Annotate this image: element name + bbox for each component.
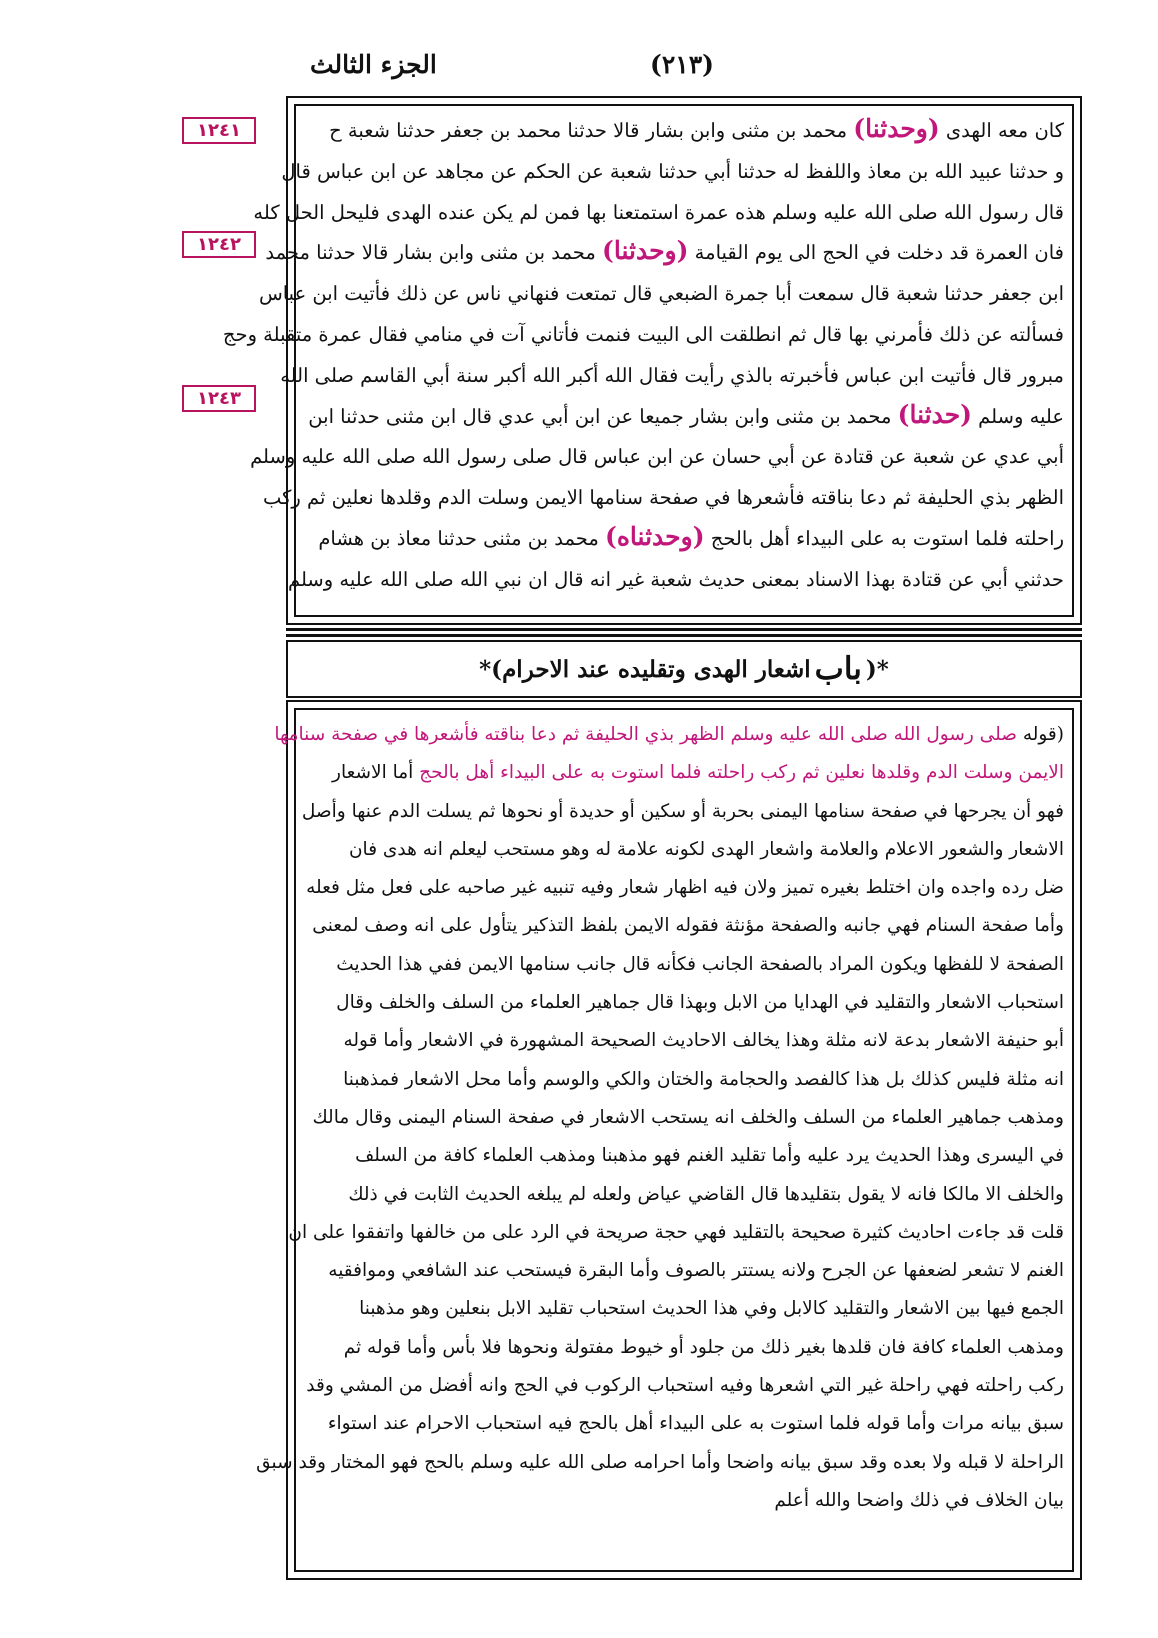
text-segment: عليه وسلم — [971, 404, 1064, 428]
text-line — [306, 518, 1064, 559]
text-line — [222, 314, 1064, 355]
chapter-title-open: *( — [865, 655, 889, 683]
text-segment: أبو حنيفة الاشعار بدعة لانه مثلة وهذا يخالف الاحاديث الصحيحة المشهورة في الاشعار وأما قوله — [343, 1030, 1064, 1052]
running-header-part: الجزء الثالث — [310, 50, 437, 79]
text-segment: الجمع فيها بين الاشعار والتقليد كالابل وفي هذا الحديث استحباب تقليد الابل بنعلين وهو مذهبنا — [359, 1298, 1064, 1320]
page-number: (٢١٣) — [650, 50, 714, 79]
text-line — [250, 436, 1064, 477]
text-line — [306, 984, 1064, 1022]
text-segment: فسألته عن ذلك فأمرني بها قال ثم انطلقت الى البيت فنمت فأتاني آت في منامي فقال عمرة متقبلة وحج — [222, 322, 1064, 346]
text-segment: ومذهب العلماء كافة فان قلدها بغير ذلك من جلود أو خيوط مفتولة ونحوها فلا بأس وأما قوله ثم — [343, 1336, 1064, 1358]
text-segment: ركب راحلته فهي راحلة غير التي اشعرها وفيه استحباب الركوب في الحج وانه أفضل من المشي وقد — [306, 1375, 1064, 1397]
text-segment: ابن جعفر حدثنا شعبة قال سمعت أبا جمرة الضبعي قال تمتعت فنهاني ناس عن ذلك فأتيت ابن عباس — [258, 282, 1064, 306]
double-rule-top — [286, 628, 1082, 631]
text-line — [306, 396, 1064, 437]
text-segment: بيان الخلاف في ذلك واضحا والله أعلم — [774, 1489, 1064, 1511]
text-segment: في اليسرى وهذا الحديث يرد عليه وأما تقليد الغنم فهو مذهبنا ومذهب العلماء كافة من السلف — [355, 1145, 1064, 1167]
text-line — [306, 110, 1064, 151]
narration-marker: (وحدثنا) — [602, 236, 689, 266]
text-line — [256, 1444, 1064, 1482]
text-line — [306, 831, 1064, 869]
text-line — [306, 1099, 1064, 1137]
text-line — [306, 1367, 1064, 1405]
text-line — [306, 1252, 1064, 1290]
text-line — [306, 1482, 1064, 1520]
text-segment: سبق بيانه مرات وأما قوله فلما استوت به على البيداء أهل بالحج فيه استحباب الاحرام عند استواء — [327, 1413, 1064, 1435]
chapter-title-rest: اشعار الهدى وتقليده عند الاحرام)* — [479, 655, 811, 683]
text-segment: الظهر بذي الحليفة ثم دعا بناقته فأشعرها في صفحة سنامها الايمن وسلت الدم وقلدها نعلين ثم ركب — [263, 486, 1064, 510]
chapter-title-word: باب — [814, 651, 862, 687]
text-line — [306, 1137, 1064, 1175]
text-line — [306, 946, 1064, 984]
text-line — [287, 559, 1064, 600]
text-line — [288, 1214, 1064, 1252]
double-rule-bottom — [286, 634, 1082, 637]
quoted-matn: صلى رسول الله صلى الله عليه وسلم الظهر بذي الحليفة ثم دعا بناقته فأشعرها في صفحة سنامها — [274, 724, 1017, 745]
text-line — [281, 151, 1064, 192]
text-line — [263, 477, 1064, 518]
text-segment: الغنم لا تشعر لضعفها عن الجرح ولانه يستتر بالصوف وأما البقرة فيستحب عند الشافعي وموافقيه — [328, 1260, 1064, 1282]
text-segment: قال رسول الله صلى الله عليه وسلم هذه عمرة استمتعنا بها فمن لم يكن عنده الهدى فليحل الحل كله — [253, 200, 1064, 224]
text-segment: الصفحة لا للفظها ويكون المراد بالصفحة الجانب فكأنه قال جانب سنامها الايمن ففي هذا الحديث — [336, 953, 1064, 975]
text-segment: استحباب الاشعار والتقليد في الهدايا من الابل وبهذا قال جماهير العلماء من السلف والخلف وقال — [336, 992, 1064, 1014]
text-line — [306, 1022, 1064, 1060]
commentary-text — [256, 716, 1064, 1520]
text-segment: ومذهب جماهير العلماء من السلف والخلف انه يستحب الاشعار في صفحة السنام اليمنى وقال مالك — [312, 1106, 1064, 1128]
text-segment: ضل رده واجده وان اختلط بغيره تميز ولان فيه اظهار شعار وفيه تنبيه غير صاحبه على فعل مثل فعله — [306, 877, 1064, 899]
text-line — [253, 192, 1064, 233]
text-segment: انه مثلة فليس كذلك بل هذا كالفصد والحجامة والختان والكي والوسم وأما محل الاشعار فمذهبنا — [343, 1068, 1064, 1090]
text-segment: أبي عدي عن شعبة عن قتادة عن أبي حسان عن ابن عباس قال صلى رسول الله صلى الله عليه وسلم — [250, 445, 1064, 469]
text-line — [306, 907, 1064, 945]
narration-marker: (حدثنا) — [897, 399, 972, 429]
text-line — [265, 232, 1064, 273]
text-line — [274, 716, 1064, 754]
text-line — [306, 1405, 1064, 1443]
text-line — [306, 869, 1064, 907]
text-line — [280, 355, 1064, 396]
text-segment: فان العمرة قد دخلت في الحج الى يوم القيامة — [688, 241, 1064, 265]
text-line — [306, 754, 1064, 792]
text-segment: و حدثنا عبيد الله بن معاذ واللفظ له حدثنا أبي حدثنا شعبة عن الحكم عن مجاهد عن ابن عباس قال — [281, 159, 1064, 183]
text-segment: فهو أن يجرحها في صفحة سنامها اليمنى بحربة أو سكين أو حديدة أو نحوها ثم يسلت الدم عنها وأصل — [301, 800, 1064, 822]
text-line — [306, 1061, 1064, 1099]
text-segment: محمد بن مثنى وابن بشار قالا حدثنا محمد بن جعفر حدثنا شعبة ح — [329, 119, 854, 142]
narration-marker: (وحدثنا) — [853, 114, 940, 143]
text-segment: وأما صفحة السنام فهي جانبه والصفحة مؤنثة فقوله الايمن بلفظ التذكير يتأول على انه وصف لمعنى — [312, 915, 1064, 937]
narration-marker: (وحدثناه) — [605, 521, 705, 551]
text-segment: مبرور قال فأتيت ابن عباس فأخبرته بالذي رأيت فقال الله أكبر الله أكبر سنة أبي القاسم صلى الله — [280, 363, 1064, 387]
text-line — [306, 1329, 1064, 1367]
text-segment: محمد بن مثنى وابن بشار قالا حدثنا محمد — [265, 241, 603, 265]
text-segment: والخلف الا مالكا فانه لا يقول بتقليدها قال القاضي عياض ولعله لم يبلغه الحديث الثابت في ذلك — [348, 1183, 1064, 1205]
chapter-title — [288, 641, 1080, 697]
hadith-number-badge: ١٢٤٢ — [182, 231, 256, 258]
quoted-matn: الايمن وسلت الدم وقلدها نعلين ثم ركب راحلته فلما استوت به على البيداء أهل بالحج — [419, 762, 1064, 784]
text-segment: كان معه الهدى — [939, 119, 1064, 142]
text-line — [306, 1290, 1064, 1328]
text-segment: راحلته فلما استوت به على البيداء أهل بالحج — [704, 526, 1064, 550]
text-segment: (قوله — [1016, 724, 1064, 745]
text-segment: الاشعار والشعور الاعلام والعلامة واشعار الهدى لكونه علامة له وهو مستحب ليعلم انه هدى فان — [348, 838, 1064, 860]
text-line — [306, 1176, 1064, 1214]
hadith-text — [222, 110, 1064, 600]
text-segment: حدثني أبي عن قتادة بهذا الاسناد بمعنى حديث شعبة غير انه قال ان نبي الله صلى الله عليه وسلم — [287, 567, 1064, 591]
text-segment: قلت قد جاءت احاديث كثيرة صحيحة بالتقليد فهي حجة صريحة في الرد على من خالفها واتفقوا على ان — [288, 1221, 1064, 1243]
text-segment: الراحلة لا قبله ولا بعده وقد سبق بيانه واضحا وأما احرامه صلى الله عليه وسلم بالحج فهو المختار وقد سبق — [256, 1451, 1064, 1473]
hadith-number-badge: ١٢٤١ — [182, 117, 256, 144]
text-segment: محمد بن مثنى حدثنا معاذ بن هشام — [318, 526, 605, 550]
text-segment: محمد بن مثنى وابن بشار جميعا عن ابن أبي عدي قال ابن مثنى حدثنا ابن — [308, 404, 898, 428]
text-line — [301, 793, 1064, 831]
hadith-number-badge: ١٢٤٣ — [182, 385, 256, 412]
text-line — [258, 273, 1064, 314]
text-segment: أما الاشعار — [332, 762, 420, 784]
